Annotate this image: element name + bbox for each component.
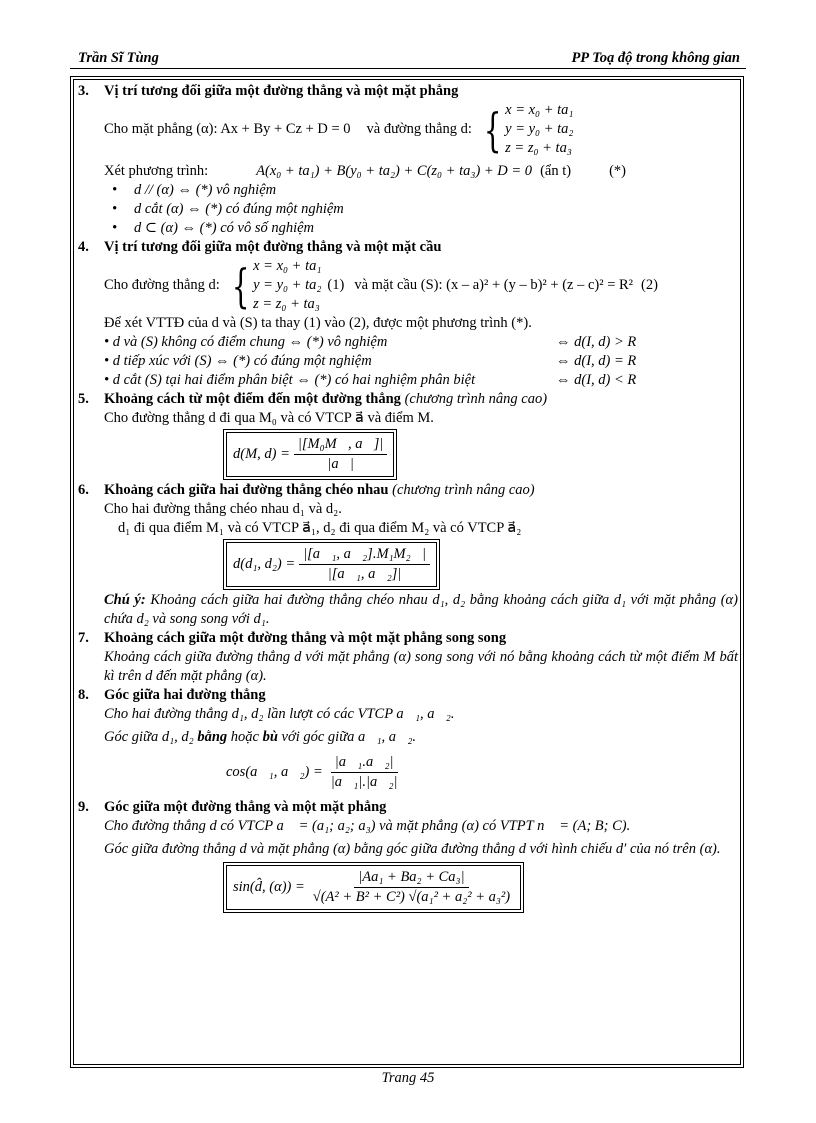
page-header: [78, 50, 740, 70]
formula-box: [226, 432, 394, 477]
formula-fraction: [309, 868, 514, 907]
section-title: Góc giữa một đường thẳng và một mặt phẳng: [104, 799, 387, 815]
section-note: (chương trình nâng cao): [392, 482, 535, 498]
fraction-denominator: √(A² + B² + C²) √(a₁² + a₂² + a₃²): [312, 889, 511, 905]
brace-icon: {: [231, 258, 250, 313]
section-number: 9.: [78, 799, 89, 815]
note-paragraph: [104, 591, 738, 629]
page-footer: Trang 45: [381, 1070, 435, 1086]
formula-fraction: [294, 435, 388, 474]
star-label: (*): [609, 163, 626, 179]
sys-eq-y: y = y₀ + ta₂: [505, 121, 574, 137]
formula-lhs: sin(d̂, (α)) =: [233, 879, 305, 895]
section-intro: Để xét VTTĐ của d và (S) ta thay (1) vào (2), được một phương trình (*).: [104, 315, 532, 331]
equation-star: A(x₀ + ta₁) + B(y₀ + ta₂) + C(z₀ + ta₃) + D = 0: [256, 163, 533, 179]
case-row: • d cắt (S) tại hai điểm phân biệt ⇔ (*) có hai nghiệm phân biệt ⇔ d(I, d) < R: [104, 372, 637, 388]
page-content: [78, 80, 738, 914]
consider-equation: [104, 162, 738, 181]
section-3: [78, 82, 738, 238]
formula-box: [226, 865, 521, 910]
section-number: 3.: [78, 83, 89, 99]
bullet-item: • d cắt (α) ⇔ (*) có đúng một nghiệm: [112, 201, 344, 217]
formula-fraction: [299, 545, 430, 584]
section-6: [78, 481, 738, 629]
section-note: (chương trình nâng cao): [404, 391, 548, 407]
section-given-2: d₁ đi qua điểm M₁ và có VTCP a⃗₁, d₂ đi qua điểm M₂ và có VTCP a⃗₂: [118, 520, 522, 536]
line-plane-given: [104, 101, 738, 158]
given-plane: Cho mặt phẳng (α): Ax + By + Cz + D = 0: [104, 121, 351, 137]
formula-box: [226, 542, 437, 587]
label-1: (1): [327, 277, 345, 293]
sys-eq-z: z = z₀ + ta₃: [253, 296, 320, 312]
section-9: [78, 798, 738, 914]
header-title: PP Toạ độ trong không gian: [571, 50, 740, 66]
section-given: Cho hai đường thẳng d₁, d₂ lần lượt có các VTCP a⃗₁, a⃗₂.: [104, 706, 455, 722]
fraction-numerator: |a⃗₁.a⃗₂|: [331, 753, 398, 773]
sphere-equation: và mặt cầu (S): (x – a)² + (y – b)² + (z – c)² = R²: [354, 277, 634, 293]
section-title: Khoảng cách giữa hai đường thẳng chéo nhau: [104, 482, 389, 498]
section-7: [78, 629, 738, 686]
section-title: Vị trí tương đối giữa một đường thẳng và một mặt cầu: [104, 239, 442, 255]
section-title: Khoảng cách từ một điểm đến một đường thẳng: [104, 391, 401, 407]
section-text: Khoảng cách giữa đường thẳng d với mặt phẳng (α) song song với nó bằng khoảng cách từ một điểm M bất kì trên d đến mặt phẳng (α).: [104, 649, 738, 684]
unknown-note: (ẩn t): [540, 163, 572, 179]
fraction-denominator: |[a⃗₁, a⃗₂]|: [327, 566, 402, 582]
note-label: Chú ý:: [104, 592, 146, 608]
bullet-item: • d // (α) ⇔ (*) vô nghiệm: [112, 182, 277, 198]
section-5: [78, 390, 738, 481]
fraction-denominator: |a⃗|: [327, 456, 354, 472]
given-line-label: và đường thẳng d:: [366, 121, 472, 137]
case-row: • d tiếp xúc với (S) ⇔ (*) có đúng một nghiệm ⇔ d(I, d) = R: [104, 353, 637, 369]
formula-fraction: [327, 753, 402, 792]
section-text: Góc giữa đường thẳng d và mặt phẳng (α) bằng góc giữa đường thẳng d với hình chiếu d′ của nó trên (α).: [104, 841, 721, 857]
section-8: [78, 686, 738, 792]
section-title: Vị trí tương đối giữa một đường thẳng và một mặt phẳng: [104, 83, 459, 99]
section-given: Cho đường thẳng d đi qua M₀ và có VTCP a⃗ và điểm M.: [104, 410, 434, 426]
section-4: [78, 238, 738, 390]
header-divider: [70, 68, 746, 69]
formula-lhs: d(M, d) =: [233, 446, 290, 462]
sys-eq-z: z = z₀ + ta₃: [505, 140, 572, 156]
formula-lhs: d(d₁, d₂) =: [233, 556, 296, 572]
consider-label: Xét phương trình:: [104, 163, 209, 179]
parametric-system: [226, 257, 322, 314]
parametric-system: [478, 101, 574, 158]
line-sphere-given: [104, 257, 738, 314]
section-title: Khoảng cách giữa một đường thẳng và một mặt phẳng song song: [104, 630, 507, 646]
relation-line: Góc giữa d₁, d₂ bằng hoặc bù với góc giữa a⃗₁, a⃗₂.: [104, 729, 416, 745]
fraction-numerator: |[a⃗₁, a⃗₂].M₁M₂⃗|: [299, 545, 430, 565]
case-row: • d và (S) không có điểm chung ⇔ (*) vô nghiệm ⇔ d(I, d) > R: [104, 334, 637, 350]
brace-icon: {: [483, 102, 502, 157]
formula-lhs: cos(a⃗₁, a⃗₂) =: [226, 764, 323, 780]
fraction-denominator: |a⃗₁|.|a⃗₂|: [330, 774, 398, 790]
section-number: 7.: [78, 630, 89, 646]
sys-eq-y: y = y₀ + ta₂: [253, 277, 322, 293]
section-given: Cho hai đường thẳng chéo nhau d₁ và d₂.: [104, 501, 342, 517]
label-2: (2): [641, 277, 658, 293]
section-number: 4.: [78, 239, 89, 255]
fraction-numerator: |[M₀M⃗, a⃗]|: [294, 435, 388, 455]
cos-formula: [226, 753, 738, 792]
sys-eq-x: x = x₀ + ta₁: [253, 258, 322, 274]
section-given: Cho đường thẳng d có VTCP a⃗ = (a₁; a₂; a₃) và mặt phẳng (α) có VTPT n⃗ = (A; B; C).: [104, 818, 631, 834]
section-title: Góc giữa hai đường thẳng: [104, 687, 266, 703]
section-number: 5.: [78, 391, 89, 407]
section-number: 8.: [78, 687, 89, 703]
fraction-numerator: |Aa₁ + Ba₂ + Ca₃|: [354, 868, 468, 888]
note-text: Khoảng cách giữa hai đường thẳng chéo nhau d₁, d₂ bằng khoảng cách giữa d₁ với mặt phẳng (α) chứa d₂ và song song với d₁.: [104, 592, 738, 627]
header-author: Trần Sĩ Tùng: [78, 50, 159, 66]
section-number: 6.: [78, 482, 89, 498]
sys-eq-x: x = x₀ + ta₁: [505, 102, 574, 118]
bullet-item: • d ⊂ (α) ⇔ (*) có vô số nghiệm: [112, 220, 315, 236]
given-line-label: Cho đường thẳng d:: [104, 277, 220, 293]
